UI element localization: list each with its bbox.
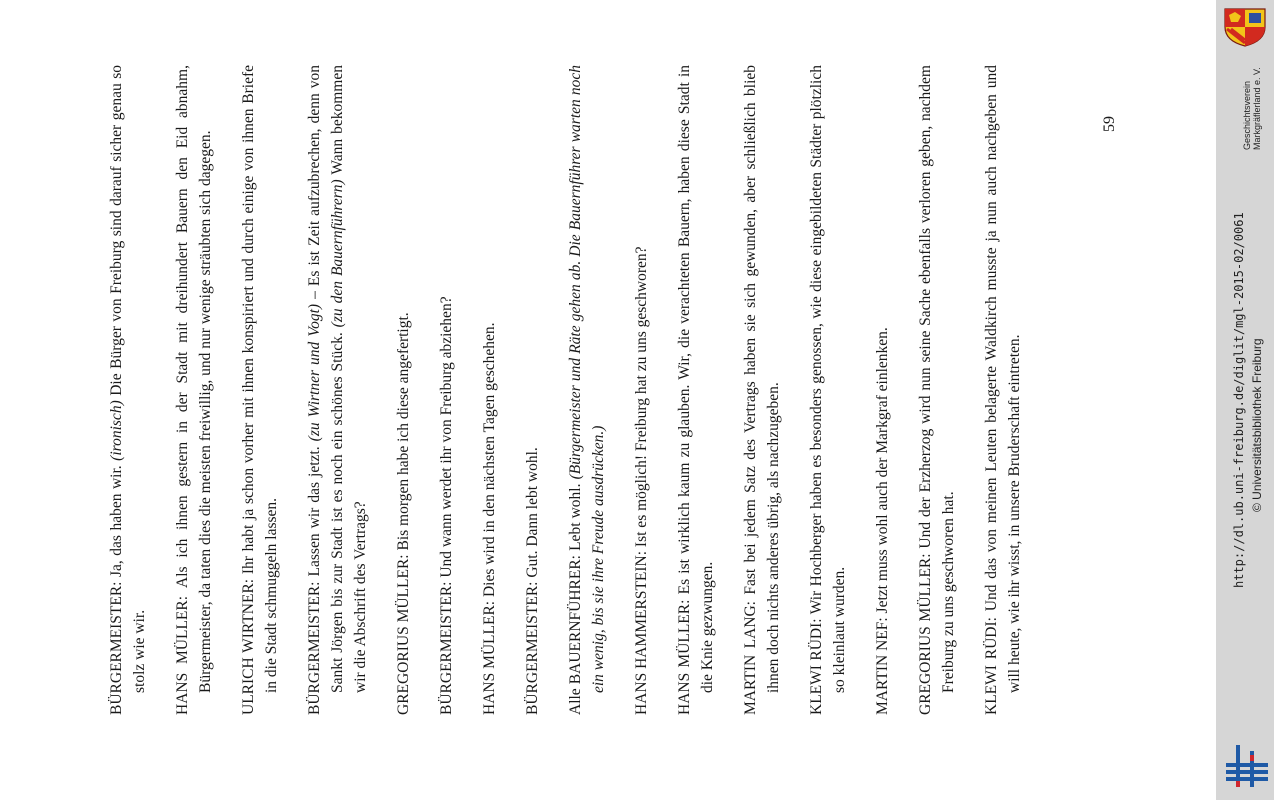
dialogue-paragraph bbox=[478, 65, 501, 715]
speaker-name: HANS MÜLLER: bbox=[676, 599, 693, 715]
dialogue-paragraph bbox=[914, 65, 960, 715]
speaker-name: HANS HAMMERSTEIN: bbox=[633, 550, 650, 715]
spoken-line: Als ich ihnen gestern in der Stadt mit dreihundert Bauern den Eid abnahm, Bürgermeister, da taten dies die meisten freiwillig, und nur wenige sträubten sich dagegen. bbox=[174, 65, 214, 693]
org-name-line2: Markgräflerland e. V. bbox=[1252, 67, 1262, 150]
speaker-name: GREGORIUS MÜLLER: bbox=[395, 554, 412, 715]
spoken-line: Und der Erzherzog wird nun seine Sache ebenfalls verloren geben, nachdem Freiburg zu uns geschworen hat. bbox=[917, 65, 957, 693]
dialogue-paragraph bbox=[630, 65, 653, 715]
speaker-name: GREGORIUS MÜLLER: bbox=[917, 553, 934, 715]
dialogue-paragraph bbox=[237, 65, 283, 715]
dialogue-paragraph bbox=[980, 65, 1026, 715]
speaker-name: KLEWI RÜDI: bbox=[808, 618, 825, 715]
speaker-name: BÜRGERMEISTER: bbox=[306, 581, 323, 715]
dialogue-paragraph bbox=[435, 65, 458, 715]
spoken-line: Ist es möglich! Freiburg hat zu uns geschworen? bbox=[633, 246, 650, 551]
dialogue-paragraph bbox=[564, 65, 610, 715]
spoken-line: Und das von meinen Leuten belagerte Waldkirch musste ja nun auch nachgeben und will heute, wie ihr wisst, in unsere Bruderschaft eintreten. bbox=[983, 65, 1023, 693]
university-library-logo-icon bbox=[1226, 745, 1268, 790]
speaker-name: BÜRGERMEISTER: bbox=[438, 581, 455, 715]
speaker-name: BÜRGERMEISTER: bbox=[524, 581, 541, 715]
page-number: 59 bbox=[1101, 116, 1118, 132]
spoken-line: Wann bekommen wir die Abschrift des Vertrags? bbox=[329, 65, 369, 693]
speaker-name: MARTIN NEF: bbox=[874, 617, 891, 715]
dialogue-paragraph bbox=[171, 65, 217, 715]
stage-direction: (zu Wirtner und Vogt) bbox=[306, 303, 323, 442]
source-url-link[interactable]: http://dl.ub.uni-freiburg.de/diglit/mgl-2015-02/0061 bbox=[1232, 212, 1246, 588]
speaker-name: MARTIN LANG: bbox=[742, 601, 759, 715]
spoken-line: Die Bürger von Freiburg sind darauf sicher genau so stolz wie wir. bbox=[108, 64, 148, 693]
dialogue-paragraph bbox=[303, 65, 372, 715]
document-page bbox=[85, 0, 1135, 800]
dialogue-text bbox=[105, 65, 1046, 715]
coat-of-arms-icon bbox=[1221, 7, 1269, 47]
spoken-line: Wir Hochberger haben es besonders genossen, wie diese eingebildeten Städter plötzlich so kleinlaut wurden. bbox=[808, 65, 848, 693]
spoken-line: Lassen wir das jetzt. bbox=[306, 441, 323, 582]
stage-direction: (ironisch) bbox=[108, 400, 125, 461]
spoken-line: Es ist wirklich kaum zu glauben. Wir, die verachteten Bauern, haben diese Stadt in die Knie gezwungen. bbox=[676, 65, 716, 693]
dialogue-paragraph bbox=[805, 65, 851, 715]
dialogue-paragraph bbox=[521, 65, 544, 715]
speaker-name: HANS MÜLLER: bbox=[174, 595, 191, 715]
spoken-line: Lebt wohl. bbox=[567, 479, 584, 556]
spoken-line: Gut. Dann lebt wohl. bbox=[524, 447, 541, 582]
speaker-name: KLEWI RÜDI: bbox=[983, 617, 1000, 715]
spoken-line: Und wann werdet ihr von Freiburg abziehen? bbox=[438, 296, 455, 582]
spoken-line: Jetzt muss wohl auch der Markgraf einlenken. bbox=[874, 327, 891, 618]
dialogue-paragraph bbox=[739, 65, 785, 715]
stage-direction: (zu den Bauernführern) bbox=[329, 179, 346, 328]
spoken-line: Fast bei jedem Satz des Vertrags haben sie sich gewunden, aber schließlich blieb ihnen doch nichts anderes übrig, als nachzugeben. bbox=[742, 64, 782, 693]
speaker-name: BÜRGERMEISTER: bbox=[108, 581, 125, 715]
org-name-line1: Geschichtsverein bbox=[1242, 80, 1252, 150]
speaker-name: Alle BAUERNFÜHRER: bbox=[567, 555, 584, 715]
speaker-name: HANS MÜLLER: bbox=[481, 600, 498, 715]
dialogue-paragraph bbox=[673, 65, 719, 715]
stage-direction: (Bürgermeister und Räte gehen ab. Die Bauernführer warten noch ein wenig, bis sie ihre Freude ausdrücken.) bbox=[567, 65, 607, 693]
spoken-line: Ihr habt ja schon vorher mit ihnen konspiriert und durch einige von ihnen Briefe in die Stadt schmuggeln lassen. bbox=[240, 65, 280, 693]
spoken-line: Dies wird in den nächsten Tagen geschehen. bbox=[481, 322, 498, 601]
dialogue-paragraph bbox=[392, 65, 415, 715]
dialogue-paragraph bbox=[871, 65, 894, 715]
dialogue-paragraph bbox=[105, 65, 151, 715]
speaker-name: ULRICH WIRTNER: bbox=[240, 578, 257, 715]
spoken-line: Bis morgen habe ich diese angefertigt. bbox=[395, 312, 412, 555]
spoken-line: Ja, das haben wir. bbox=[108, 460, 125, 582]
spoken-line: – Es ist Zeit aufzubrechen, denn von Sankt Jörgen bis zur Stadt ist es noch ein schönes Stück. bbox=[306, 65, 346, 693]
copyright-notice: © Universitätsbibliothek Freiburg bbox=[1250, 338, 1264, 512]
